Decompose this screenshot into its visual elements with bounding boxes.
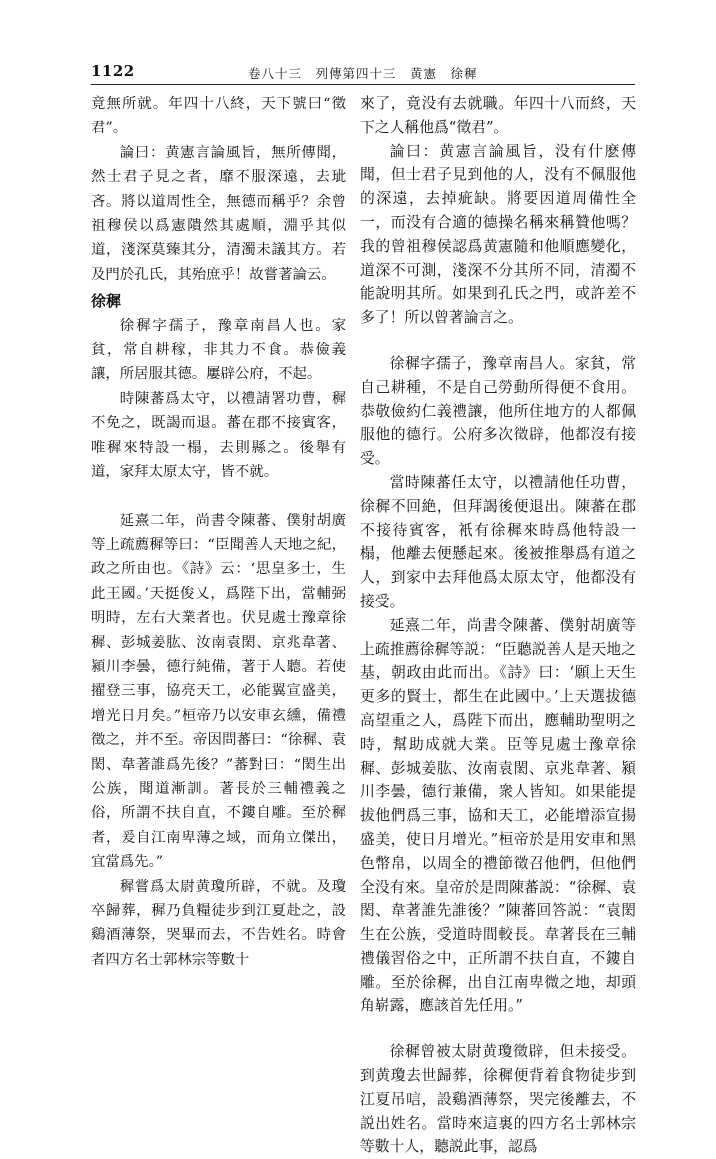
running-title: 卷八十三 列傳第四十三 黄憲 徐穉 [248, 66, 478, 81]
classical-text-column [91, 92, 346, 972]
translation-paragraph: 徐穉字孺子，豫章南昌人。家貧，常自己耕種，不是自己勞動所得便不食用。恭敬儉約仁義禮讓，他所住地方的人都佩服他的德行。公府多次徵辟，他都沒有接受。 [360, 354, 636, 468]
classical-paragraph: 時陳蕃爲太守，以禮請署功曹，穉不免之，既謁而退。蕃在郡不接賓客，唯穉來特設一榻，去則縣之。後舉有道，家拜太原太守，皆不就。 [91, 390, 346, 481]
translation-paragraph: 徐穉曾被太尉黄瓊徵辟，但未接受。到黄瓊去世歸葬，徐穉便背着食物徒步到江夏吊唁，設鷄酒薄祭，哭完後離去，不説出姓名。當時來這裏的四方名士郭林宗等數十人，聽説此事，認爲 [360, 1043, 636, 1156]
page-number: 1122 [91, 62, 135, 80]
paragraph-gap [360, 330, 636, 352]
classical-paragraph: 竟無所就。年四十八終，天下號曰“徵君”。 [91, 96, 346, 137]
translation-paragraph: 來了，竟没有去就職。年四十八而終，天下之人稱他爲“徵君”。 [360, 95, 636, 136]
page-header [0, 0, 716, 80]
translation-paragraph-commentary: 論曰：黄憲言論風旨，没有什麽傳聞，但士君子見到他的人，没有不佩服他的深遠，去掉疵缺。將要因道周備性全一，而没有合適的德操名稱來稱贊他嗎？我的曾祖穆侯認爲黄憲隨和他順應變化，道深不可測，淺深不分其所不同，清濁不能說明其所。如果到孔氏之門，或許差不多了！所以曾著論言之。 [360, 142, 636, 327]
translation-paragraph: 當時陳蕃任太守，以禮請他任功曹，徐穉不回絶，但拜謁後便退出。陳蕃在郡不接待賓客，衹有徐穉來時爲他特設一榻，他離去便懸起來。後被推舉爲有道之人，到家中去拜他爲太原太守，他都没有接受。 [360, 473, 636, 610]
translation-paragraph: 延熹二年，尚書令陳蕃、僕射胡廣等上疏推薦徐穉等説：“臣聽説善人是天地之基，朝政由此而出。《詩》曰：‘願上天生更多的賢士，都生在此國中。’上天選拔德高望重之人，爲陛下而出，應輔助聖明之時，幫助成就大業。臣等見處士豫章徐穉、彭城姜肱、汝南袁閎、京兆韋著、潁川李曇，德行兼備，衆人皆知。如果能提拔他們爲三事，協和天工，必能增添宣揚盛美，使日月增光。”桓帝於是用安車和黑色幣帛，以周全的禮節徵召他們，但他們全没有來。皇帝於是問陳蕃説：“徐穉、袁閎、韋著誰先誰後？”陳蕃回答説：“袁閎生在公族，受道時間較長。韋著長在三輔禮儀習俗之中，正所謂不扶自直，不鏤自雕。至於徐穉，出自江南卑微之地，却頭角崭露，應該首先任用。” [360, 616, 636, 1015]
paragraph-gap [360, 1018, 636, 1040]
classical-paragraph: 徐穉字孺子，豫章南昌人也。家貧，常自耕稼，非其力不食。恭儉義讓，所居服其德。屢辟公府，不起。 [91, 317, 346, 383]
paragraph-gap [91, 485, 346, 509]
classical-paragraph-commentary: 論曰：黄憲言論風旨，無所傳聞，然士君子見之者，靡不服深遠，去玼吝。將以道周性全，無德而稱乎？余曾祖穆侯以爲憲隤然其處順，淵乎其似道，淺深莫臻其分，清濁未議其方。若及門於孔氏，其殆庶乎！故嘗著論云。 [91, 144, 346, 283]
classical-paragraph: 延熹二年，尚書令陳蕃、僕射胡廣等上疏薦穉等曰：“臣聞善人天地之紀，政之所由也。《詩》云：‘思皇多士，生此王國。’天挺俊乂，爲陛下出，當輔弼明時，左右大業者也。伏見處士豫章徐穉、彭城姜肱、汝南袁閎、京兆韋著、潁川李曇，德行純備，著于人聽。若使擢登三事，協亮天工，必能翼宣盛美，增光日月矣。”桓帝乃以安車玄纁，備禮徵之，并不至。帝因問蕃曰：“徐穉、袁閎、韋著誰爲先後？”蕃對曰：“閎生出公族，聞道漸訓。著長於三輔禮義之俗，所謂不扶自直，不鏤自雕。至於穉者，爰自江南卑薄之域，而角立傑出，宜當爲先。” [91, 512, 346, 871]
translation-column [360, 92, 636, 1159]
classical-paragraph: 穉嘗爲太尉黄瓊所辟，不就。及瓊卒歸葬，穉乃負糧徒步到江夏赴之，設鷄酒薄祭，哭畢而去，不告姓名。時會者四方名士郭林宗等數十 [91, 878, 346, 968]
section-heading: 徐穉 [91, 292, 122, 311]
header-rule [91, 84, 635, 85]
